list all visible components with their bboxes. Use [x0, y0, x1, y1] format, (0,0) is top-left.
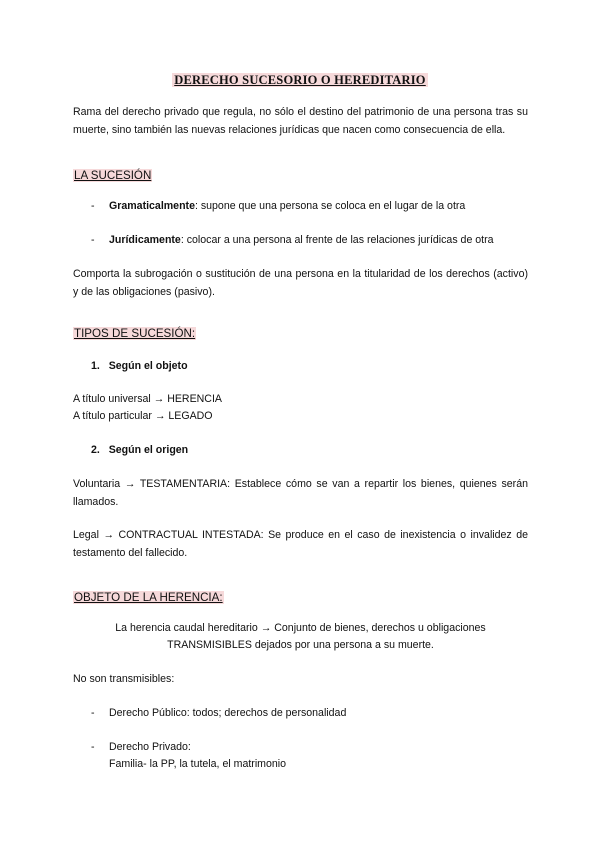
bullet-term: Gramaticalmente — [109, 200, 195, 212]
section-heading-tipos-text: TIPOS DE SUCESIÓN: — [74, 327, 196, 340]
item-label: Según el origen — [108, 444, 189, 456]
item-label: Según el objeto — [108, 360, 188, 372]
bullet-juridicamente — [109, 232, 494, 250]
bullet-dash: - — [91, 707, 95, 719]
bullet-derecho-privado-sub: Familia- la PP, la tutela, el matrimonio — [109, 758, 287, 770]
section-heading-sucesion-text: LA SUCESIÓN — [74, 169, 152, 182]
no-transmisibles-label: No son transmisibles: — [73, 673, 175, 685]
section-heading-sucesion — [73, 168, 152, 184]
bullet-dash: - — [91, 741, 95, 753]
subrogacion-paragraph: Comporta la subrogación o sustitución de una persona en la titularidad de los derechos (activo) y de las obligaciones (pasivo). — [73, 268, 528, 298]
herencia-definition-line2: TRANSMISIBLES dejados por una persona a su muerte. — [167, 639, 434, 651]
section-heading-objeto-text: OBJETO DE LA HERENCIA: — [74, 591, 223, 604]
voluntaria-paragraph: Voluntaria → TESTAMENTARIA: Establece cómo se van a repartir los bienes, quienes serán llamados. — [73, 478, 528, 508]
numbered-item-objeto — [91, 358, 188, 376]
section-heading-tipos — [73, 326, 196, 342]
bullet-dash: - — [91, 200, 95, 212]
document-title — [0, 73, 600, 88]
item-number: 2. — [91, 444, 100, 456]
objeto-line-universal: A título universal → HERENCIA — [73, 393, 222, 405]
item-number: 1. — [91, 360, 100, 372]
bullet-definition: : colocar a una persona al frente de las relaciones jurídicas de otra — [180, 234, 494, 246]
objeto-line-particular: A título particular → LEGADO — [73, 410, 213, 422]
bullet-dash: - — [91, 234, 95, 246]
herencia-definition-line1: La herencia caudal hereditario → Conjunto de bienes, derechos u obligaciones — [115, 622, 486, 634]
legal-paragraph: Legal → CONTRACTUAL INTESTADA: Se produce en el caso de inexistencia o invalidez de testamento del fallecido. — [73, 529, 528, 559]
bullet-derecho-privado: Derecho Privado: — [109, 741, 191, 753]
bullet-derecho-publico: Derecho Público: todos; derechos de personalidad — [109, 707, 347, 719]
bullet-definition: : supone que una persona se coloca en el lugar de la otra — [194, 200, 466, 212]
bullet-gramaticalmente — [109, 198, 465, 216]
intro-paragraph: Rama del derecho privado que regula, no sólo el destino del patrimonio de una persona tras su muerte, sino también las nuevas relaciones jurídicas que nacen como consecuencia de ella. — [73, 106, 528, 136]
document-title-text: DERECHO SUCESORIO O HEREDITARIO — [174, 73, 426, 87]
numbered-item-origen — [91, 442, 188, 460]
bullet-term: Jurídicamente — [109, 234, 181, 246]
section-heading-objeto — [73, 590, 224, 606]
